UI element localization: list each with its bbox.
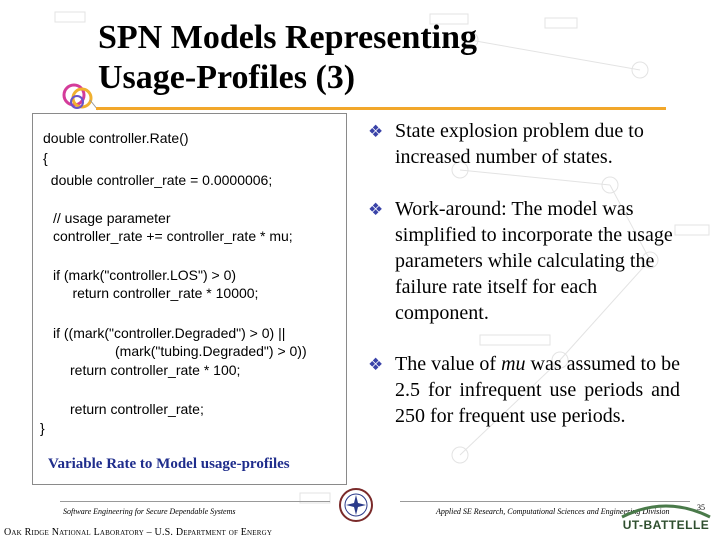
diamond-bullet-icon: ❖ [368,355,384,375]
code-line: // usage parameter [53,210,171,226]
code-line: return controller_rate * 10000; [53,285,259,301]
bullet-text: State explosion problem due to increased number of states. [395,120,644,168]
bullet-text-after: was assumed to be 2.5 for infrequent use periods and 250 for frequent use periods. [395,353,680,427]
petri-net-logo-icon [60,80,100,114]
title-line-2: Usage-Profiles (3) [98,59,356,96]
bullet-item [368,351,680,429]
emblem-seal-icon [338,487,374,523]
code-line: if ((mark("controller.Degraded") > 0) || [53,325,286,341]
page-number: 35 [697,503,705,512]
code-caption: Variable Rate to Model usage-profiles [48,456,290,472]
footer-divider-left [60,501,330,502]
footer-left-text: Software Engineering for Secure Dependable Systems [63,507,236,516]
slide-title [98,18,477,98]
code-line: double controller_rate = 0.0000006; [43,172,273,188]
organization-footer: Oak Ridge National Laboratory – U.S. Department of Energy [4,527,273,538]
logo-swoosh-icon [618,501,714,519]
bullet-text-before: The value of [395,353,502,375]
ut-battelle-logo [618,501,714,533]
title-underline [96,107,666,110]
code-line: { [43,150,48,166]
code-line: return controller_rate * 100; [70,362,241,378]
bullet-item [368,196,680,326]
bullet-text: Work-around: The model was simplified to incorporate the usage parameters while calculating the failure rate itself for each component. [395,198,673,324]
code-line: double controller.Rate() [43,130,189,146]
logo-text: UT-BATTELLE [622,518,710,532]
code-line: if (mark("controller.LOS") > 0) [53,267,237,283]
code-line: controller_rate += controller_rate * mu; [53,228,293,244]
title-line-1: SPN Models Representing [98,19,478,56]
footer-right-text: Applied SE Research, Computational Sciences and Engineering Division [436,507,670,516]
bullet-emphasis: mu [501,353,526,375]
bullet-item [368,118,680,170]
diamond-bullet-icon: ❖ [368,122,384,142]
code-line: } [40,420,45,436]
diamond-bullet-icon: ❖ [368,200,384,220]
code-line: return controller_rate; [70,401,204,417]
code-line: (mark("tubing.Degraded") > 0)) [115,343,307,359]
code-box [32,113,347,485]
